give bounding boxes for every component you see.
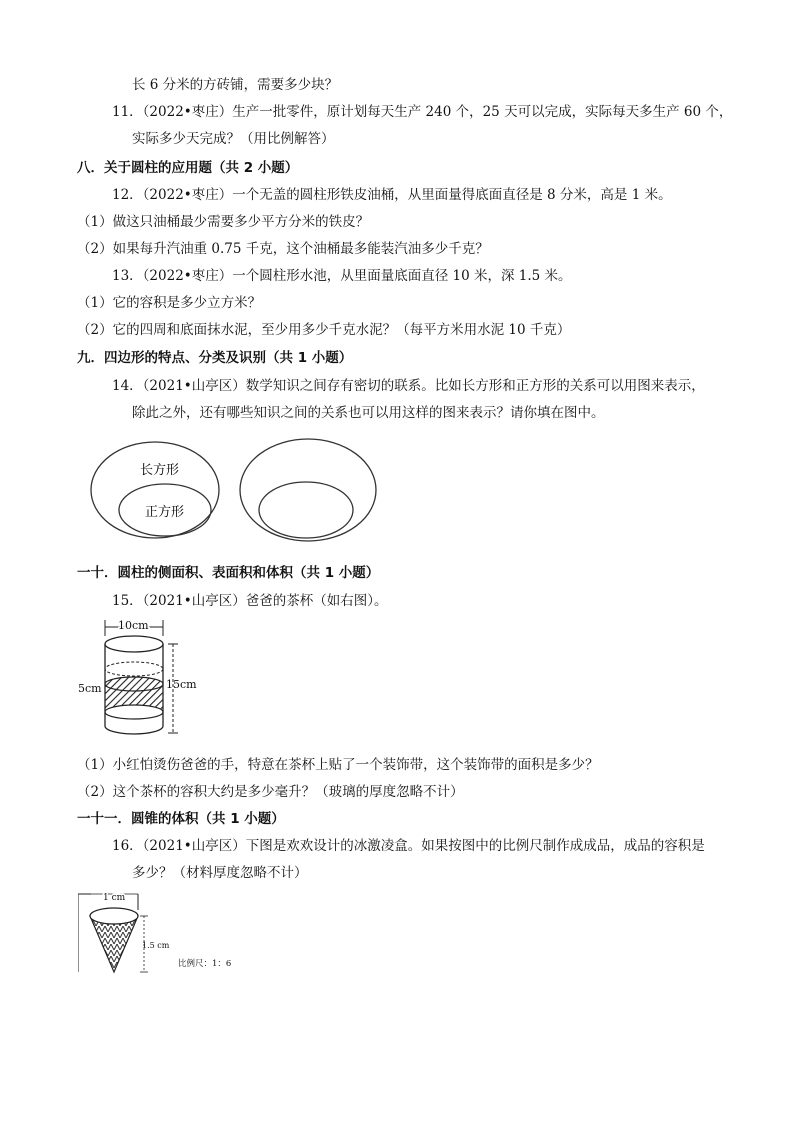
ice-cream-cone-figure <box>78 890 248 980</box>
question-15: 15．（2021•山亭区）爸爸的茶杯（如右图）。 <box>112 593 388 609</box>
venn-outer-ellipse-left <box>91 442 219 538</box>
venn-outer-ellipse-right <box>240 439 376 541</box>
cone-width-label: 1 cm <box>103 893 126 903</box>
question-13-part2: （2）它的四周和底面抹水泥，至少用多少千克水泥？（每平方米用水泥 10 千克） <box>77 322 571 338</box>
venn-inner-ellipse-right <box>259 482 353 538</box>
question-15-part2: （2）这个茶杯的容积大约是多少毫升？（玻璃的厚度忽略不计） <box>77 784 464 800</box>
question-12-part2: （2）如果每升汽油重 0.75 千克，这个油桶最多能装汽油多少千克？ <box>77 241 489 257</box>
teacup-figure <box>78 614 218 744</box>
cup-height-label: 15cm <box>166 678 197 691</box>
question-14-line1: 14．（2021•山亭区）数学知识之间存有密切的联系。比如长方形和正方形的关系可以用图来表示， <box>112 378 705 394</box>
question-16-line1: 16．（2021•山亭区）下图是欢欢设计的冰激凌盒。如果按图中的比例尺制作成成品，成品的容积是 <box>112 838 705 854</box>
question-16-line2: 多少？（材料厚度忽略不计） <box>132 865 308 881</box>
band-height-label: 5cm <box>78 682 102 695</box>
scale-label: 比例尺：1：6 <box>178 959 232 969</box>
question-11-line1: 11．（2022•枣庄）生产一批零件，原计划每天生产 240 个，25 天可以完成，实际每天多生产 60 个， <box>112 104 733 120</box>
section-heading-8: 八．关于圆柱的应用题（共 2 小题） <box>77 160 299 176</box>
venn-outer-label: 长方形 <box>140 463 180 478</box>
section-heading-11: 一十一．圆锥的体积（共 1 小题） <box>77 811 285 827</box>
cup-width-label: 10cm <box>118 619 149 632</box>
q10-continuation: 长 6 分米的方砖铺，需要多少块？ <box>132 77 339 93</box>
venn-inner-label: 正方形 <box>145 505 185 520</box>
cone-height-label: 1.5 cm <box>142 941 170 950</box>
venn-diagrams <box>90 430 390 550</box>
question-15-part1: （1）小红怕烫伤爸爸的手，特意在茶杯上贴了一个装饰带，这个装饰带的面积是多少？ <box>77 757 599 773</box>
cup-top-ellipse <box>105 636 163 652</box>
question-11-line2: 实际多少天完成？（用比例解答） <box>132 131 335 147</box>
cone-top-ellipse <box>90 908 138 924</box>
question-12-part1: （1）做这只油桶最少需要多少平方分米的铁皮？ <box>77 214 370 230</box>
question-13-part1: （1）它的容积是多少立方米？ <box>77 295 262 311</box>
section-heading-10: 一十．圆柱的侧面积、表面积和体积（共 1 小题） <box>77 565 380 581</box>
question-12: 12．（2022•枣庄）一个无盖的圆柱形铁皮油桶，从里面量得底面直径是 8 分米，高是 1 米。 <box>112 187 672 203</box>
question-14-line2: 除此之外，还有哪些知识之间的关系也可以用这样的图来表示？请你填在图中。 <box>132 405 605 421</box>
section-heading-9: 九．四边形的特点、分类及识别（共 1 小题） <box>77 350 353 366</box>
question-13: 13．（2022•枣庄）一个圆柱形水池，从里面量底面直径 10 米，深 1.5 米。 <box>112 268 572 284</box>
